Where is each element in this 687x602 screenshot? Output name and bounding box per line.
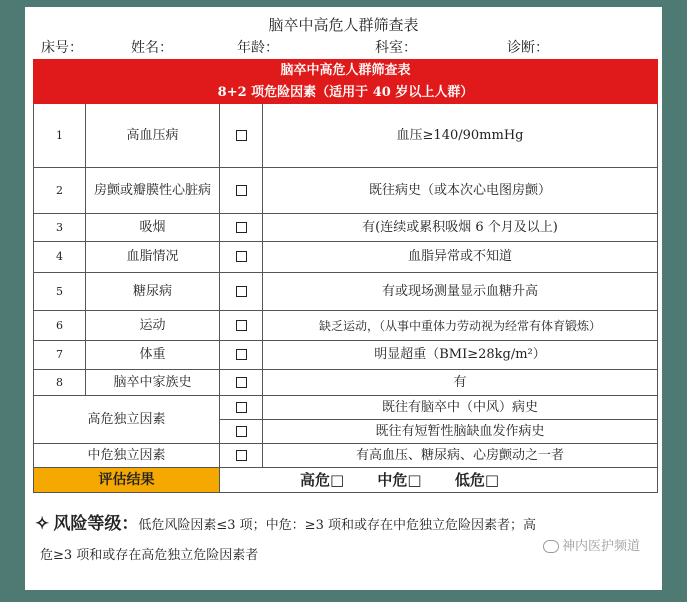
checkbox[interactable] bbox=[236, 286, 247, 297]
risk-level-heading: 风险等级： bbox=[53, 514, 139, 534]
checkbox[interactable] bbox=[236, 450, 247, 461]
name-label: 姓名： bbox=[131, 40, 173, 56]
table-header-row-2 bbox=[34, 82, 658, 104]
table-row bbox=[34, 273, 658, 311]
checkbox[interactable] bbox=[236, 251, 247, 262]
table-row bbox=[34, 341, 658, 370]
risk-factor-name: 吸烟 bbox=[86, 214, 220, 242]
row-number: 6 bbox=[34, 311, 86, 341]
risk-criterion: 有(连续或累积吸烟 6 个月及以上) bbox=[263, 214, 658, 242]
screening-form-sheet bbox=[25, 7, 662, 590]
wechat-icon bbox=[543, 540, 559, 553]
evaluation-label: 评估结果 bbox=[34, 468, 220, 493]
age-label: 年龄： bbox=[237, 40, 279, 56]
risk-criterion: 明显超重（BMI≥28kg/m²） bbox=[263, 341, 658, 370]
department-label: 科室： bbox=[375, 40, 417, 56]
risk-criterion: 有或现场测量显示血糖升高 bbox=[263, 273, 658, 311]
high-risk-option[interactable]: 高危□ bbox=[300, 471, 345, 489]
table-row bbox=[34, 168, 658, 214]
table-row bbox=[34, 311, 658, 341]
risk-criterion: 既往病史（或本次心电图房颤） bbox=[263, 168, 658, 214]
row-number: 2 bbox=[34, 168, 86, 214]
table-header-subtitle: 8+2 项危险因素（适用于 40 岁以上人群） bbox=[34, 82, 658, 104]
table-header-row-1 bbox=[34, 60, 658, 82]
row-number: 3 bbox=[34, 214, 86, 242]
table-header-title: 脑卒中高危人群筛查表 bbox=[34, 60, 658, 82]
risk-factor-name: 糖尿病 bbox=[86, 273, 220, 311]
table-row bbox=[34, 242, 658, 273]
risk-level-text-2: 危≥3 项和或存在高危独立危险因素者 bbox=[40, 548, 259, 563]
row-number: 1 bbox=[34, 104, 86, 168]
risk-criterion: 血脂异常或不知道 bbox=[263, 242, 658, 273]
evaluation-row bbox=[34, 468, 658, 493]
table-row bbox=[34, 104, 658, 168]
high-risk-criterion: 既往有短暂性脑缺血发作病史 bbox=[263, 420, 658, 444]
checkbox[interactable] bbox=[236, 222, 247, 233]
mid-risk-criterion: 有高血压、糖尿病、心房颤动之一者 bbox=[263, 444, 658, 468]
high-risk-row-1 bbox=[34, 396, 658, 420]
checkbox[interactable] bbox=[236, 426, 247, 437]
risk-level-text-1: 低危风险因素≤3 项；中危：≥3 项和或存在中危独立危险因素者；高 bbox=[138, 518, 536, 533]
mid-risk-option[interactable]: 中危□ bbox=[377, 471, 422, 489]
watermark-text: 神内医护频道 bbox=[562, 539, 641, 554]
checkbox[interactable] bbox=[236, 320, 247, 331]
risk-factor-name: 血脂情况 bbox=[86, 242, 220, 273]
checkbox[interactable] bbox=[236, 377, 247, 388]
risk-factor-name: 房颤或瓣膜性心脏病 bbox=[86, 168, 220, 214]
row-number: 7 bbox=[34, 341, 86, 370]
risk-factor-name: 体重 bbox=[86, 341, 220, 370]
row-number: 4 bbox=[34, 242, 86, 273]
risk-criterion: 缺乏运动，（从事中重体力劳动视为经常有体育锻炼） bbox=[263, 311, 658, 341]
checkbox[interactable] bbox=[236, 349, 247, 360]
bed-number-label: 床号： bbox=[41, 40, 83, 56]
high-risk-label: 高危独立因素 bbox=[34, 396, 220, 444]
row-number: 8 bbox=[34, 370, 86, 396]
risk-factor-name: 高血压病 bbox=[86, 104, 220, 168]
checkbox[interactable] bbox=[236, 185, 247, 196]
evaluation-options bbox=[220, 468, 658, 493]
high-risk-criterion: 既往有脑卒中（中风）病史 bbox=[263, 396, 658, 420]
low-risk-option[interactable]: 低危□ bbox=[454, 471, 500, 489]
table-row bbox=[34, 370, 658, 396]
risk-factor-name: 运动 bbox=[86, 311, 220, 341]
risk-factor-table bbox=[33, 59, 658, 493]
checkbox[interactable] bbox=[236, 402, 247, 413]
row-number: 5 bbox=[34, 273, 86, 311]
risk-level-line-1 bbox=[35, 513, 655, 537]
risk-criterion: 有 bbox=[263, 370, 658, 396]
risk-factor-name: 脑卒中家族史 bbox=[86, 370, 220, 396]
risk-criterion: 血压≥140/90mmHg bbox=[263, 104, 658, 168]
table-row bbox=[34, 214, 658, 242]
bullet-icon: ✧ bbox=[35, 514, 50, 534]
checkbox[interactable] bbox=[236, 130, 247, 141]
mid-risk-row bbox=[34, 444, 658, 468]
document-title: 脑卒中高危人群筛查表 bbox=[268, 16, 419, 34]
mid-risk-label: 中危独立因素 bbox=[34, 444, 220, 468]
watermark bbox=[543, 535, 640, 554]
diagnosis-label: 诊断： bbox=[507, 40, 549, 56]
